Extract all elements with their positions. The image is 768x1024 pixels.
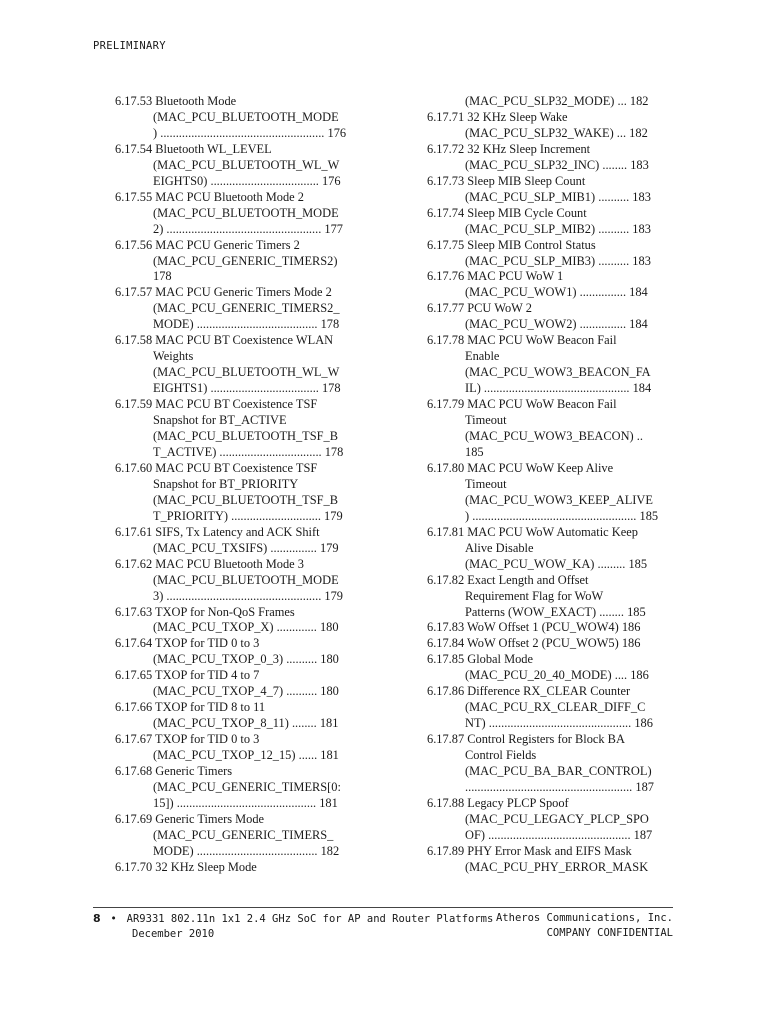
page-header: PRELIMINARY [93, 40, 166, 52]
toc-entry-title: 6.17.67 TXOP for TID 0 to 3 [115, 732, 260, 747]
toc-entry-title: 6.17.58 MAC PCU BT Coexistence WLAN [115, 333, 334, 348]
toc-entry-continuation: (MAC_PCU_TXOP_8_11) ........ 181 [153, 716, 339, 731]
toc-entry-title: 6.17.54 Bluetooth WL_LEVEL [115, 141, 272, 156]
toc-entry-title: 6.17.78 MAC PCU WoW Beacon Fail [427, 333, 617, 348]
toc-entry-title: 6.17.71 32 KHz Sleep Wake [427, 109, 568, 124]
toc-entry-continuation: (MAC_PCU_SLP_MIB2) .......... 183 [465, 221, 651, 236]
toc-entry-continuation: Timeout [465, 476, 507, 491]
toc-entry-title: 6.17.60 MAC PCU BT Coexistence TSF [115, 460, 318, 475]
toc-entry[interactable] [115, 190, 363, 238]
toc-entry-continuation: T_ACTIVE) ................................. 178 [153, 444, 344, 459]
toc-entry[interactable] [427, 732, 675, 796]
toc-entry-continuation: (MAC_PCU_BLUETOOTH_MODE [153, 572, 339, 587]
toc-entry[interactable] [115, 636, 363, 668]
toc-entry-title: 6.17.59 MAC PCU BT Coexistence TSF [115, 397, 318, 412]
toc-entry[interactable] [427, 652, 675, 684]
toc-entry[interactable] [115, 764, 363, 812]
page-number: 8 [93, 912, 101, 925]
toc-entry-title: 6.17.57 MAC PCU Generic Timers Mode 2 [115, 285, 332, 300]
toc-entry[interactable] [427, 461, 675, 525]
toc-entry-continuation: Timeout [465, 413, 507, 428]
toc-entry[interactable] [115, 238, 363, 286]
toc-entry-continuation: (MAC_PCU_GENERIC_TIMERS2_ [153, 301, 340, 316]
toc-entry[interactable] [115, 860, 363, 876]
toc-entry[interactable] [115, 557, 363, 605]
toc-entry-continuation: (MAC_PCU_SLP32_WAKE) ... 182 [465, 125, 648, 140]
toc-entry-continuation: ) ..................................................... 176 [153, 125, 347, 140]
toc-entry-title: 6.17.89 PHY Error Mask and EIFS Mask [427, 843, 632, 858]
toc-entry-continuation: (MAC_PCU_TXOP_X) ............. 180 [153, 620, 339, 635]
toc-entry-title: 6.17.61 SIFS, Tx Latency and ACK Shift [115, 524, 320, 539]
toc-entry-continuation: Requirement Flag for WoW [465, 588, 604, 603]
toc-entry-title: 6.17.82 Exact Length and Offset [427, 572, 589, 587]
toc-entry[interactable] [427, 142, 675, 174]
toc-entry[interactable] [115, 605, 363, 637]
toc-entry-continuation: (MAC_PCU_BLUETOOTH_MODE [153, 205, 339, 220]
toc-entry[interactable] [427, 796, 675, 844]
toc-entry-title: 6.17.74 Sleep MIB Cycle Count [427, 205, 587, 220]
toc-column-left [115, 94, 363, 876]
toc-entry-title: 6.17.85 Global Mode [427, 652, 533, 667]
toc-entry-continuation: (MAC_PCU_WOW1) ............... 184 [465, 285, 648, 300]
toc-entry-continuation: (MAC_PCU_WOW3_KEEP_ALIVE [465, 492, 653, 507]
toc-entry-title: 6.17.63 TXOP for Non-QoS Frames [115, 604, 295, 619]
toc-entry-continuation: 2) .................................................. 177 [153, 221, 343, 236]
toc-entry-continuation: (MAC_PCU_BLUETOOTH_WL_W [153, 157, 340, 172]
toc-entry[interactable] [115, 732, 363, 764]
toc-entry-title: 6.17.87 Control Registers for Block BA [427, 732, 625, 747]
toc-entry-continuation: Enable [465, 349, 500, 364]
toc-entry[interactable] [115, 812, 363, 860]
toc-entry-continuation: Snapshot for BT_ACTIVE [153, 413, 287, 428]
confidentiality-label: COMPANY CONFIDENTIAL [546, 927, 673, 939]
toc-entry[interactable] [115, 668, 363, 700]
toc-entry[interactable] [427, 636, 675, 652]
footer-left [93, 911, 493, 942]
toc-entry-continuation: (MAC_PCU_TXSIFS) ............... 179 [153, 540, 339, 555]
toc-entry-continuation: (MAC_PCU_GENERIC_TIMERS2) [153, 253, 338, 268]
toc-entry[interactable] [115, 142, 363, 190]
toc-entry-continuation: Patterns (WOW_EXACT) ........ 185 [465, 604, 646, 619]
toc-entry-continuation: (MAC_PCU_TXOP_4_7) .......... 180 [153, 684, 339, 699]
toc-entry-continuation: (MAC_PCU_TXOP_0_3) .......... 180 [153, 652, 339, 667]
toc-entry-title: 6.17.76 MAC PCU WoW 1 [427, 269, 564, 284]
toc-entry-continuation: IL) ............................................... 184 [465, 381, 652, 396]
toc-entry-continuation: (MAC_PCU_SLP_MIB1) .......... 183 [465, 189, 651, 204]
toc-entry-continuation: (MAC_PCU_BLUETOOTH_MODE [153, 109, 339, 124]
toc-entry[interactable] [427, 684, 675, 732]
toc-entry-continuation: (MAC_PCU_WOW_KA) ......... 185 [465, 556, 648, 571]
toc-entry[interactable] [427, 301, 675, 333]
toc-entry-continuation: Snapshot for BT_PRIORITY [153, 476, 299, 491]
toc-entry-continuation: EIGHTS1) ................................... 178 [153, 381, 341, 396]
toc-entry[interactable] [427, 397, 675, 461]
toc-entry[interactable] [427, 620, 675, 636]
toc-entry-title: 6.17.69 Generic Timers Mode [115, 811, 265, 826]
toc-entry-continuation: Alive Disable [465, 540, 534, 555]
document-date: December 2010 [132, 928, 215, 940]
toc-entry-continuation: MODE) ....................................... 178 [153, 317, 340, 332]
toc-entry-continuation: (MAC_PCU_WOW2) ............... 184 [465, 317, 648, 332]
toc-entry[interactable] [427, 110, 675, 142]
toc-entry-title: 6.17.77 PCU WoW 2 [427, 301, 532, 316]
toc-entry[interactable] [427, 94, 675, 110]
toc-entry-continuation: OF) .............................................. 187 [465, 827, 653, 842]
toc-column-right [427, 94, 675, 876]
toc-entry[interactable] [115, 285, 363, 333]
toc-entry-title: 6.17.56 MAC PCU Generic Timers 2 [115, 237, 300, 252]
toc-entry[interactable] [115, 525, 363, 557]
toc-entry[interactable] [115, 94, 363, 142]
toc-entry-continuation: (MAC_PCU_BLUETOOTH_TSF_B [153, 492, 338, 507]
toc-entry[interactable] [427, 333, 675, 397]
toc-entry-title: 6.17.86 Difference RX_CLEAR Counter [427, 684, 631, 699]
toc-entry-title: 6.17.65 TXOP for TID 4 to 7 [115, 668, 260, 683]
toc-entry-continuation: 178 [153, 269, 172, 284]
toc-entry[interactable] [115, 700, 363, 732]
toc-entry-title: 6.17.72 32 KHz Sleep Increment [427, 141, 591, 156]
toc-entry-continuation: (MAC_PCU_BA_BAR_CONTROL) [465, 764, 652, 779]
toc-entry-title: 6.17.84 WoW Offset 2 (PCU_WOW5) 186 [427, 636, 641, 651]
toc-entry[interactable] [115, 333, 363, 397]
toc-entry-continuation: (MAC_PCU_SLP_MIB3) .......... 183 [465, 253, 651, 268]
toc-entry-continuation: T_PRIORITY) ............................. 179 [153, 508, 343, 523]
toc-entry-continuation: Weights [153, 349, 194, 364]
toc-entry-title: 6.17.88 Legacy PLCP Spoof [427, 795, 569, 810]
toc-entry-continuation: (MAC_PCU_WOW3_BEACON_FA [465, 365, 651, 380]
toc-entry-continuation: (MAC_PCU_BLUETOOTH_TSF_B [153, 429, 338, 444]
toc-entry-continuation: EIGHTS0) ................................... 176 [153, 173, 341, 188]
footer-right [496, 911, 673, 941]
toc-entry[interactable] [427, 844, 675, 876]
toc-entry-continuation: 15]) ............................................. 181 [153, 795, 338, 810]
toc-entry-continuation: (MAC_PCU_LEGACY_PLCP_SPO [465, 811, 649, 826]
toc-entry-title: 6.17.66 TXOP for TID 8 to 11 [115, 700, 266, 715]
toc-entry-title: 6.17.75 Sleep MIB Control Status [427, 237, 596, 252]
toc-entry[interactable] [427, 174, 675, 206]
toc-entry-title: 6.17.73 Sleep MIB Sleep Count [427, 173, 586, 188]
company-name: Atheros Communications, Inc. [495, 912, 673, 924]
toc-entry-title: 6.17.55 MAC PCU Bluetooth Mode 2 [115, 189, 304, 204]
toc-entry-title: 6.17.62 MAC PCU Bluetooth Mode 3 [115, 556, 304, 571]
toc-entry-continuation: 3) .................................................. 179 [153, 588, 343, 603]
toc-entry-continuation: (MAC_PCU_GENERIC_TIMERS[0: [153, 779, 341, 794]
toc-entry-continuation: (MAC_PCU_WOW3_BEACON) .. [465, 429, 643, 444]
bullet-icon: • [110, 913, 117, 925]
toc-entry[interactable] [427, 269, 675, 301]
footer-divider [93, 907, 673, 908]
toc-entry-continuation: (MAC_PCU_BLUETOOTH_WL_W [153, 365, 340, 380]
toc-entry-title: 6.17.70 32 KHz Sleep Mode [115, 859, 257, 874]
toc-entry-continuation: (MAC_PCU_PHY_ERROR_MASK [465, 859, 649, 874]
toc-entry-title: 6.17.81 MAC PCU WoW Automatic Keep [427, 524, 638, 539]
toc-entry-title: 6.17.79 MAC PCU WoW Beacon Fail [427, 397, 617, 412]
toc-entry-title: 6.17.80 MAC PCU WoW Keep Alive [427, 460, 614, 475]
toc-entry[interactable] [427, 238, 675, 270]
toc-entry-title: 6.17.83 WoW Offset 1 (PCU_WOW4) 186 [427, 620, 641, 635]
toc-entry-continuation: MODE) ....................................... 182 [153, 843, 340, 858]
toc-entry-continuation: (MAC_PCU_TXOP_12_15) ...... 181 [153, 748, 339, 763]
toc-entry[interactable] [115, 397, 363, 461]
toc-entry-continuation: Control Fields [465, 748, 537, 763]
toc-entry-continuation: ) ..................................................... 185 [465, 508, 659, 523]
toc-entry-title: 6.17.53 Bluetooth Mode [115, 94, 237, 108]
document-title: AR9331 802.11n 1x1 2.4 GHz SoC for AP and Router Platforms [126, 913, 494, 925]
toc-entry[interactable] [427, 206, 675, 238]
toc-entry[interactable] [115, 461, 363, 525]
toc-entry-continuation: ...................................................... 187 [465, 779, 654, 794]
toc-entry-continuation: (MAC_PCU_RX_CLEAR_DIFF_C [465, 700, 646, 715]
toc-entry-continuation: NT) .............................................. 186 [465, 716, 653, 731]
toc-entry[interactable] [427, 573, 675, 621]
toc-entry-continuation: (MAC_PCU_SLP32_MODE) ... 182 [465, 94, 649, 108]
toc-entry-title: 6.17.68 Generic Timers [115, 764, 233, 779]
toc-entry-continuation: (MAC_PCU_GENERIC_TIMERS_ [153, 827, 334, 842]
toc-entry-continuation: (MAC_PCU_20_40_MODE) .... 186 [465, 668, 649, 683]
toc-entry-title: 6.17.64 TXOP for TID 0 to 3 [115, 636, 260, 651]
toc-entry[interactable] [427, 525, 675, 573]
toc-entry-continuation: (MAC_PCU_SLP32_INC) ........ 183 [465, 157, 649, 172]
toc-entry-continuation: 185 [465, 444, 484, 459]
